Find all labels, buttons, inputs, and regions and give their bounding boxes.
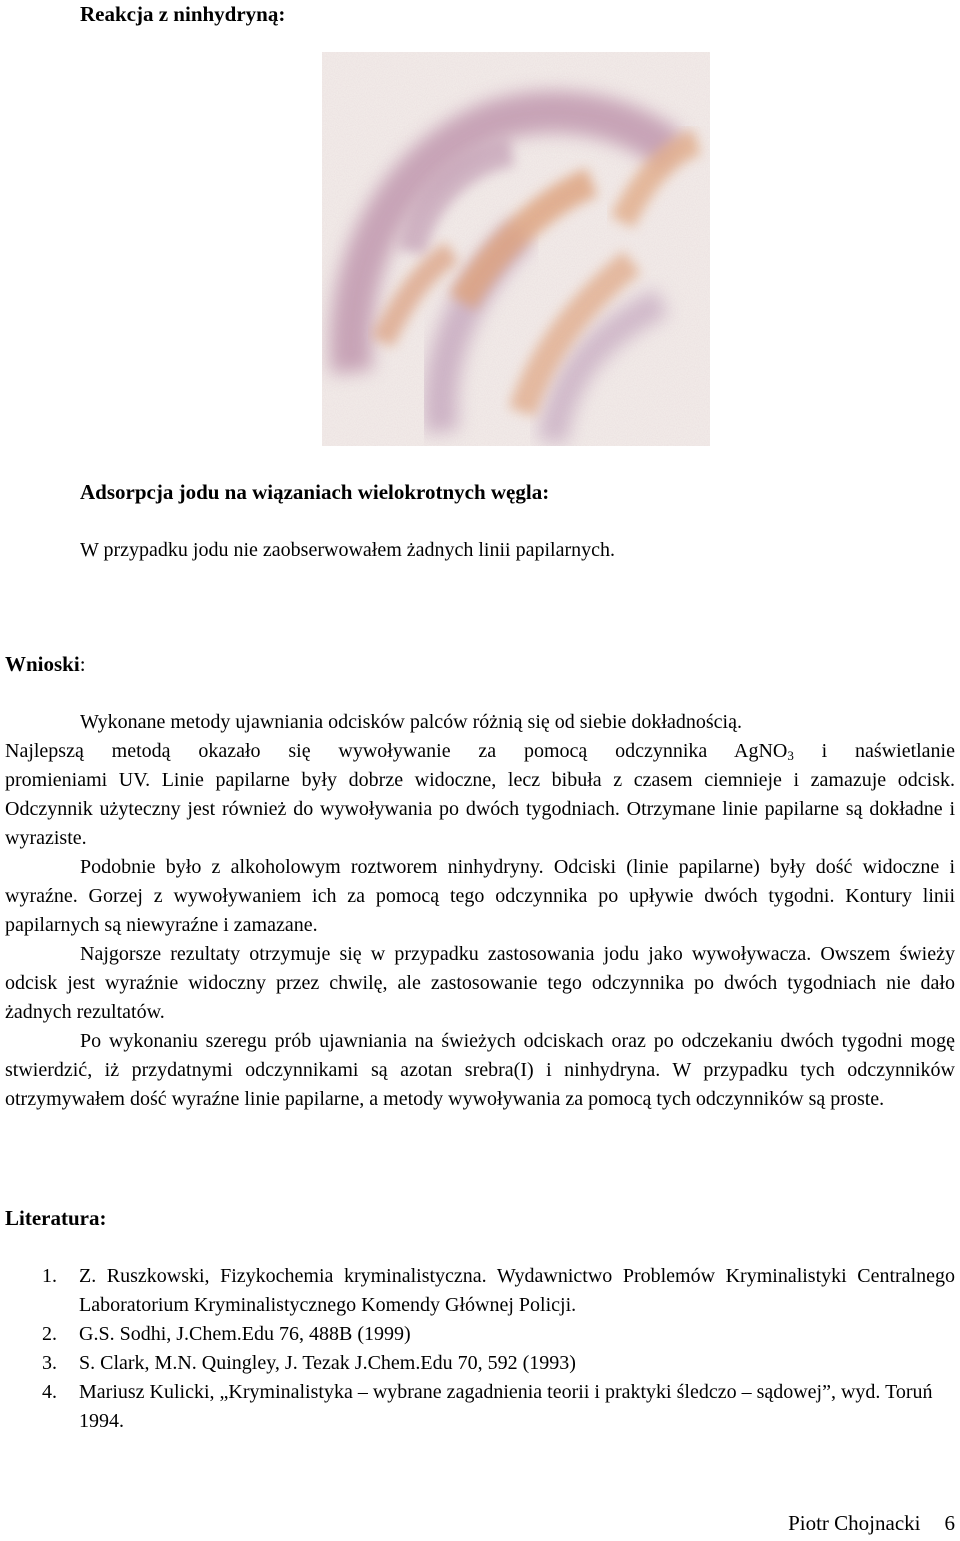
reference-text: S. Clark, M.N. Quingley, J. Tezak J.Chem.Edu 70, 592 (1993)	[79, 1352, 576, 1374]
conclusions-heading-colon: :	[79, 652, 86, 676]
reference-number: 3.	[42, 1352, 57, 1374]
heading-ninhydrin: Reakcja z ninhydryną:	[80, 2, 286, 26]
conclusions-p1-rest: promieniami UV. Linie papilarne były dobrze widoczne, lecz bibuła z czasem ciemnieje i zamazuje odcisk. Odczynnik użyteczny jest również do wywoływania po dwóch tygodniach. Otrzymane linie papilarne są dokładne i wyraziste.	[5, 769, 955, 849]
reference-text: Mariusz Kulicki, „Kryminalistyka – wybrane zagadnienia teorii i praktyki śledczo – sądowej”, wyd. Toruń 1994.	[79, 1381, 933, 1432]
fingerprint-image	[322, 52, 710, 446]
heading-literature: Literatura:	[5, 1206, 107, 1230]
conclusions-p2: Podobnie było z alkoholowym roztworem ninhydryny. Odciski (linie papilarne) były dość widoczne i wyraźne. Gorzej z wywoływaniem ich za pomocą tego odczynnika po upływie dwóch tygodni. Kontury linii papilarnych są niewyraźne i zamazane.	[5, 856, 955, 936]
reference-item	[0, 1262, 955, 1320]
footer-page-number: 6	[944, 1511, 955, 1535]
reference-text: G.S. Sodhi, J.Chem.Edu 76, 488B (1999)	[79, 1323, 411, 1345]
conclusions-body	[5, 708, 955, 1114]
conclusions-p4: Po wykonaniu szeregu prób ujawniania na świeżych odciskach oraz po odczekaniu dwóch tygodni mogę stwierdzić, iż przydatnymi odczynnikami są azotan srebra(I) i ninhydryna. W przypadku tych odczynników otrzymywałem dość wyraźne linie papilarne, a metody wywoływania za pomocą tych odczynników są proste.	[5, 1030, 955, 1110]
reference-item	[0, 1378, 955, 1436]
reference-text: Z. Ruszkowski, Fizykochemia kryminalistyczna. Wydawnictwo Problemów Kryminalistyki Centralnego Laboratorium Kryminalistycznego Komendy Głównej Policji.	[79, 1265, 955, 1316]
page-footer	[788, 1511, 955, 1536]
heading-iodine: Adsorpcja jodu na wiązaniach wielokrotnych węgla:	[80, 480, 550, 504]
reference-number: 1.	[42, 1265, 57, 1287]
conclusions-p1-line2-b: i naświetlanie	[793, 740, 955, 762]
reference-number: 4.	[42, 1381, 57, 1403]
reference-item	[0, 1320, 955, 1349]
conclusions-p1-sub: 3	[787, 748, 794, 763]
reference-number: 2.	[42, 1323, 57, 1345]
conclusions-p1-line2	[5, 737, 955, 766]
footer-author: Piotr Chojnacki	[788, 1511, 921, 1535]
iodine-text: W przypadku jodu nie zaobserwowałem żadnych linii papilarnych.	[80, 539, 616, 561]
conclusions-p1-line1: Wykonane metody ujawniania odcisków palców różnią się od siebie dokładnością.	[80, 711, 742, 733]
conclusions-p1-line2-a: Najlepszą metodą okazało się wywoływanie za pomocą odczynnika AgNO	[5, 740, 788, 762]
fingerprint-photo	[322, 52, 710, 446]
conclusions-p3: Najgorsze rezultaty otrzymuje się w przypadku zastosowania jodu jako wywoływacza. Owszem świeży odcisk jest wyraźnie widoczny przez chwilę, ale zastosowanie tego odczynnika po dwóch tygodniach nie dało żadnych rezultatów.	[5, 943, 955, 1023]
heading-conclusions	[5, 652, 86, 677]
conclusions-heading-label: Wnioski	[5, 652, 80, 676]
reference-item	[0, 1349, 955, 1378]
references-list	[0, 1262, 955, 1436]
